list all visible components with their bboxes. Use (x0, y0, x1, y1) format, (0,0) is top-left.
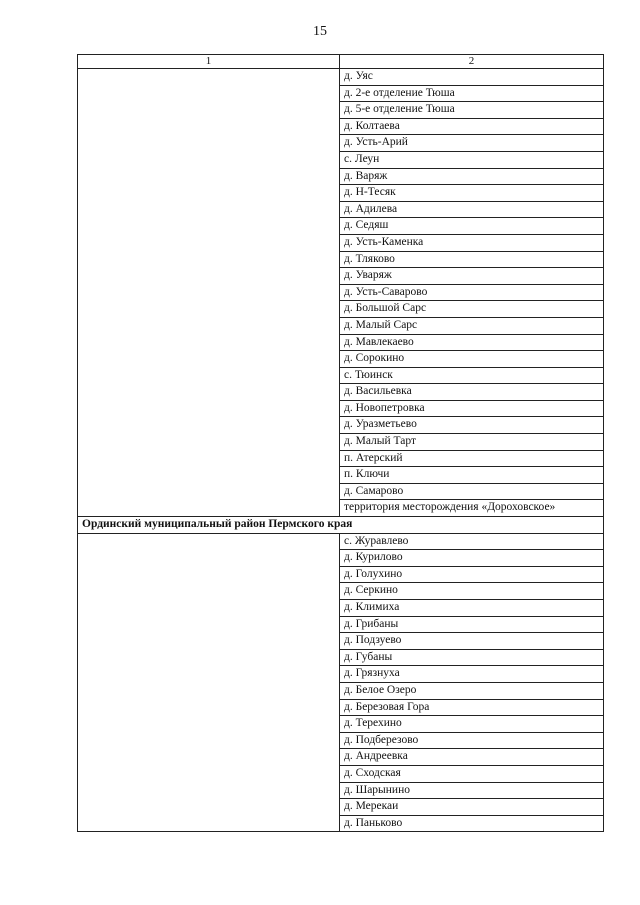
settlement-cell: д. Васильевка (340, 384, 604, 401)
table-row (78, 533, 604, 550)
settlement-cell: д. Шарынино (340, 782, 604, 799)
settlement-cell: д. Новопетровка (340, 400, 604, 417)
settlement-cell: д. Большой Сарс (340, 301, 604, 318)
table-header-row (78, 55, 604, 69)
settlement-cell: д. 2-е отделение Тюша (340, 85, 604, 102)
settlement-cell: д. Малый Тарт (340, 434, 604, 451)
settlement-cell: д. Уразметьево (340, 417, 604, 434)
column-1-cell (78, 533, 340, 832)
settlement-cell: д. Варяж (340, 168, 604, 185)
table-row (78, 69, 604, 86)
settlement-cell: д. Мерекаи (340, 799, 604, 816)
settlement-cell: д. Сорокино (340, 351, 604, 368)
column-header-2: 2 (340, 55, 604, 69)
settlement-cell: д. Н-Тесяк (340, 185, 604, 202)
settlement-cell: д. Усть-Саварово (340, 284, 604, 301)
settlement-cell: д. Сходская (340, 765, 604, 782)
settlement-cell: территория месторождения «Дороховское» (340, 500, 604, 517)
settlement-cell: д. Терехино (340, 716, 604, 733)
settlement-cell: д. Грибаны (340, 616, 604, 633)
settlements-table (77, 54, 604, 832)
district-header: Ординский муниципальный район Пермского края (78, 517, 604, 534)
settlement-cell: д. Усть-Арий (340, 135, 604, 152)
settlement-cell: с. Леун (340, 151, 604, 168)
settlement-cell: д. Усть-Каменка (340, 234, 604, 251)
settlement-cell: п. Ключи (340, 467, 604, 484)
settlement-cell: д. Подберезово (340, 732, 604, 749)
district-header-row (78, 517, 604, 534)
page-number: 15 (313, 24, 327, 39)
settlement-cell: д. Тляково (340, 251, 604, 268)
settlement-cell: с. Журавлево (340, 533, 604, 550)
column-1-cell (78, 69, 340, 517)
settlement-cell: д. Голухино (340, 566, 604, 583)
settlement-cell: д. Серкино (340, 583, 604, 600)
column-header-1: 1 (78, 55, 340, 69)
settlement-cell: д. Уяс (340, 69, 604, 86)
settlement-cell: д. Андреевка (340, 749, 604, 766)
settlement-cell: д. Губаны (340, 649, 604, 666)
settlement-cell: д. Мавлекаево (340, 334, 604, 351)
settlement-cell: д. Березовая Гора (340, 699, 604, 716)
settlement-cell: д. Уваряж (340, 268, 604, 285)
settlement-cell: д. Малый Сарс (340, 317, 604, 334)
settlement-cell: д. Седяш (340, 218, 604, 235)
settlement-cell: д. Подзуево (340, 633, 604, 650)
settlement-cell: д. Адилева (340, 201, 604, 218)
settlement-cell: п. Атерский (340, 450, 604, 467)
settlement-cell: д. Белое Озеро (340, 682, 604, 699)
settlement-cell: д. Грязнуха (340, 666, 604, 683)
settlement-cell: д. Курилово (340, 550, 604, 567)
settlement-cell: д. Колтаева (340, 118, 604, 135)
settlement-cell: д. 5-е отделение Тюша (340, 102, 604, 119)
settlement-cell: д. Климиха (340, 600, 604, 617)
settlement-cell: д. Самарово (340, 483, 604, 500)
settlement-cell: с. Тюинск (340, 367, 604, 384)
settlement-cell: д. Паньково (340, 815, 604, 832)
